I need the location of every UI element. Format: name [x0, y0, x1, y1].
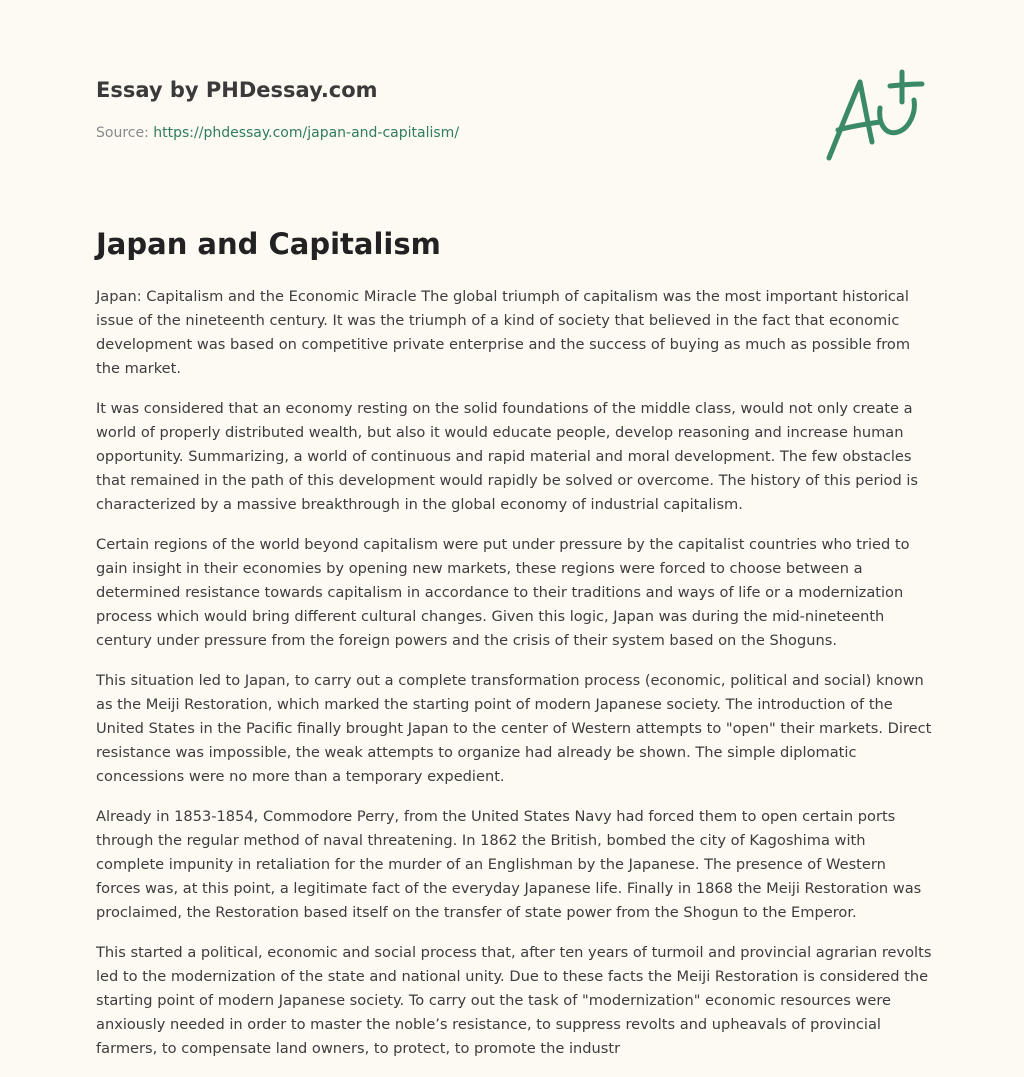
source-label: Source: [96, 125, 154, 141]
page-header [96, 76, 696, 143]
source-line [96, 123, 696, 143]
essay-paragraph: This situation led to Japan, to carry out a complete transformation process (economic, political and social) known as the Meiji Restoration, which marked the starting point of modern Japanese society. The introduction of the United States in the Pacific finally brought Japan to the center of Western attempts to "open" their markets. Direct resistance was impossible, the weak attempts to organize had already be shown. The simple diplomatic concessions were no more than a temporary expedient. [96, 672, 932, 785]
essay-paragraph: This started a political, economic and social process that, after ten years of turmoil and provincial agrarian revolts led to the modernization of the state and national unity. Due to these facts the Meiji Restoration is considered the starting point of modern Japanese society. To carry out the task of "modernization" economic resources were anxiously needed in order to master the noble’s resistance, to suppress revolts and upheavals of provincial farmers, to compensate land owners, to protect, to promote the industr [96, 944, 932, 1057]
essay-paragraph: Certain regions of the world beyond capitalism were put under pressure by the capitalist countries who tried to gain insight in their economies by opening new markets, these regions were forced to choose between a determined resistance towards capitalism in accordance to their traditions and ways of life or a modernization process which would bring different cultural changes. Given this logic, Japan was during the mid-nineteenth century under pressure from the foreign powers and the crisis of their system based on the Shoguns. [96, 536, 910, 649]
essay-paragraph: It was considered that an economy resting on the solid foundations of the middle class, would not only create a world of properly distributed wealth, but also it would educate people, develop reasoning and increase human opportunity. Summarizing, a world of continuous and rapid material and moral development. The few obstacles that remained in the path of this development would rapidly be solved or overcome. The history of this period is characterized by a massive breakthrough in the global economy of industrial capitalism. [96, 400, 919, 513]
essay-body [96, 285, 932, 1077]
site-brand: Essay by PHDessay.com [96, 78, 378, 102]
essay-paragraph: Japan: Capitalism and the Economic Miracle The global triumph of capitalism was the most important historical issue of the nineteenth century. It was the triumph of a kind of society that believed in the fact that economic development was based on competitive private enterprise and the success of buying as much as possible from the market. [96, 288, 911, 377]
source-link[interactable]: https://phdessay.com/japan-and-capitalism/ [153, 125, 460, 141]
essay-paragraph: Already in 1853-1854, Commodore Perry, from the United States Navy had forced them to open certain ports through the regular method of naval threatening. In 1862 the British, bombed the city of Kagoshima with complete impunity in retaliation for the murder of an Englishman by the Japanese. The presence of Western forces was, at this point, a legitimate fact of the everyday Japanese life. Finally in 1868 the Meiji Restoration was proclaimed, the Restoration based itself on the transfer of state power from the Shogun to the Emperor. [96, 808, 922, 921]
a-plus-grade-icon [822, 68, 930, 166]
essay-title: Japan and Capitalism [96, 227, 441, 261]
